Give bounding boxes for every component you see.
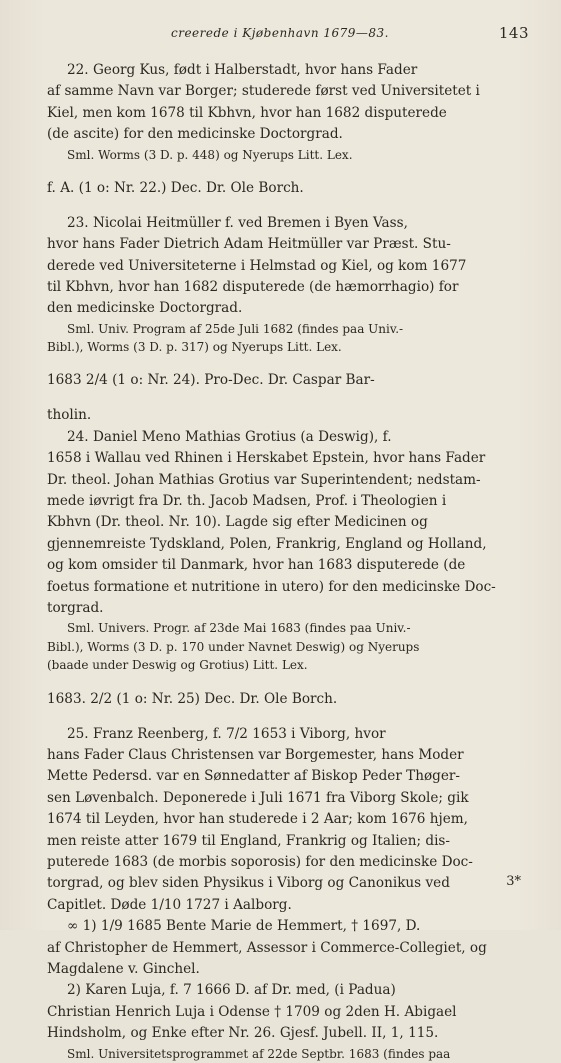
- running-title: creerede i Kjøbenhavn 1679—83.: [171, 26, 389, 40]
- text-line: puterede 1683 (de morbis soporosis) for den medicinske Doc-: [47, 852, 531, 873]
- entry-24: [47, 427, 531, 675]
- text-line: og kom omsider til Danmark, hvor han 1683 disputerede (de: [47, 555, 531, 576]
- text-line: 1674 til Leyden, hvor han studerede i 2 Aar; kom 1676 hjem,: [47, 809, 531, 830]
- text-line: 22. Georg Kus, født i Halberstadt, hvor hans Fader: [47, 60, 531, 81]
- text-line: Mette Pedersd. var en Sønnedatter af Biskop Peder Thøger-: [47, 766, 531, 787]
- text-line: men reiste atter 1679 til England, Frankrig og Italien; dis-: [47, 831, 531, 852]
- text-line: 24. Daniel Meno Mathias Grotius (a Deswig), f.: [47, 427, 531, 448]
- text-line: hans Fader Claus Christensen var Borgemester, hans Moder: [47, 745, 531, 766]
- reference-line: Sml. Univ. Program af 25de Juli 1682 (findes paa Univ.-: [47, 320, 531, 339]
- text-line: til Kbhvn, hvor han 1682 disputerede (de hæmorrhagio) for: [47, 277, 531, 298]
- text-line: 23. Nicolai Heitmüller f. ved Bremen i Byen Vass,: [47, 213, 531, 234]
- text-line: foetus formatione et nutritione in utero) for den medicinske Doc-: [47, 577, 531, 598]
- text-line: hvor hans Fader Dietrich Adam Heitmüller var Præst. Stu-: [47, 234, 531, 255]
- text-line: den medicinske Doctorgrad.: [47, 298, 531, 319]
- text-line: Kiel, men kom 1678 til Kbhvn, hvor han 1682 disputerede: [47, 103, 531, 124]
- text-line: 25. Franz Reenberg, f. 7/2 1653 i Viborg, hvor: [47, 724, 531, 745]
- signature-mark: 3*: [506, 874, 521, 889]
- text-line: torgrad.: [47, 598, 531, 619]
- text-line: sen Løvenbalch. Deponerede i Juli 1671 fra Viborg Skole; gik: [47, 788, 531, 809]
- entry-23: [47, 213, 531, 357]
- reference-line: Bibl.), Worms (3 D. p. 317) og Nyerups Litt. Lex.: [47, 338, 531, 357]
- dean-line: 1683. 2/2 (1 o: Nr. 25) Dec. Dr. Ole Borch.: [47, 689, 531, 710]
- text-line: af Christopher de Hemmert, Assessor i Commerce-Collegiet, og: [47, 938, 531, 959]
- reference-line: Sml. Universitetsprogrammet af 22de Septbr. 1683 (findes paa: [47, 1045, 531, 1063]
- text-line: Magdalene v. Ginchel.: [47, 959, 531, 980]
- dean-line: f. A. (1 o: Nr. 22.) Dec. Dr. Ole Borch.: [47, 178, 531, 199]
- entry-25: [47, 724, 531, 1063]
- body-text: [47, 60, 531, 1063]
- text-line: af samme Navn var Borger; studerede først ved Universitetet i: [47, 81, 531, 102]
- text-line: derede ved Universiteterne i Helmstad og Kiel, og kom 1677: [47, 256, 531, 277]
- text-line: mede iøvrigt fra Dr. th. Jacob Madsen, Prof. i Theologien i: [47, 491, 531, 512]
- text-line: torgrad, og blev siden Physikus i Viborg og Canonikus ved: [47, 873, 531, 894]
- text-line: gjennemreiste Tydskland, Polen, Frankrig, England og Holland,: [47, 534, 531, 555]
- text-line: tholin.: [47, 405, 531, 426]
- text-line: ∞ 1) 1/9 1685 Bente Marie de Hemmert, † 1697, D.: [47, 916, 531, 937]
- reference-line: (baade under Deswig og Grotius) Litt. Lex.: [47, 656, 531, 675]
- text-line: 1658 i Wallau ved Rhinen i Herskabet Epstein, hvor hans Fader: [47, 448, 531, 469]
- text-line: (de ascite) for den medicinske Doctorgrad.: [47, 124, 531, 145]
- running-head: [47, 24, 531, 46]
- text-line: Kbhvn (Dr. theol. Nr. 10). Lagde sig efter Medicinen og: [47, 512, 531, 533]
- text-line: Dr. theol. Johan Mathias Grotius var Superintendent; nedstam-: [47, 470, 531, 491]
- text-line: Christian Henrich Luja i Odense † 1709 og 2den H. Abigael: [47, 1002, 531, 1023]
- page-number: 143: [499, 24, 529, 42]
- reference-line: Sml. Worms (3 D. p. 448) og Nyerups Litt. Lex.: [47, 146, 531, 165]
- text-line: Hindsholm, og Enke efter Nr. 26. Gjesf. Jubell. II, 1, 115.: [47, 1023, 531, 1044]
- reference-line: Bibl.), Worms (3 D. p. 170 under Navnet Deswig) og Nyerups: [47, 638, 531, 657]
- text-line: Capitlet. Døde 1/10 1727 i Aalborg.: [47, 895, 531, 916]
- text-line: 2) Karen Luja, f. 7 1666 D. af Dr. med, (i Padua): [47, 980, 531, 1001]
- entry-22: [47, 60, 531, 164]
- reference-line: Sml. Univers. Progr. af 23de Mai 1683 (findes paa Univ.-: [47, 619, 531, 638]
- dean-line: 1683 2/4 (1 o: Nr. 24). Pro-Dec. Dr. Caspar Bar-: [47, 370, 531, 391]
